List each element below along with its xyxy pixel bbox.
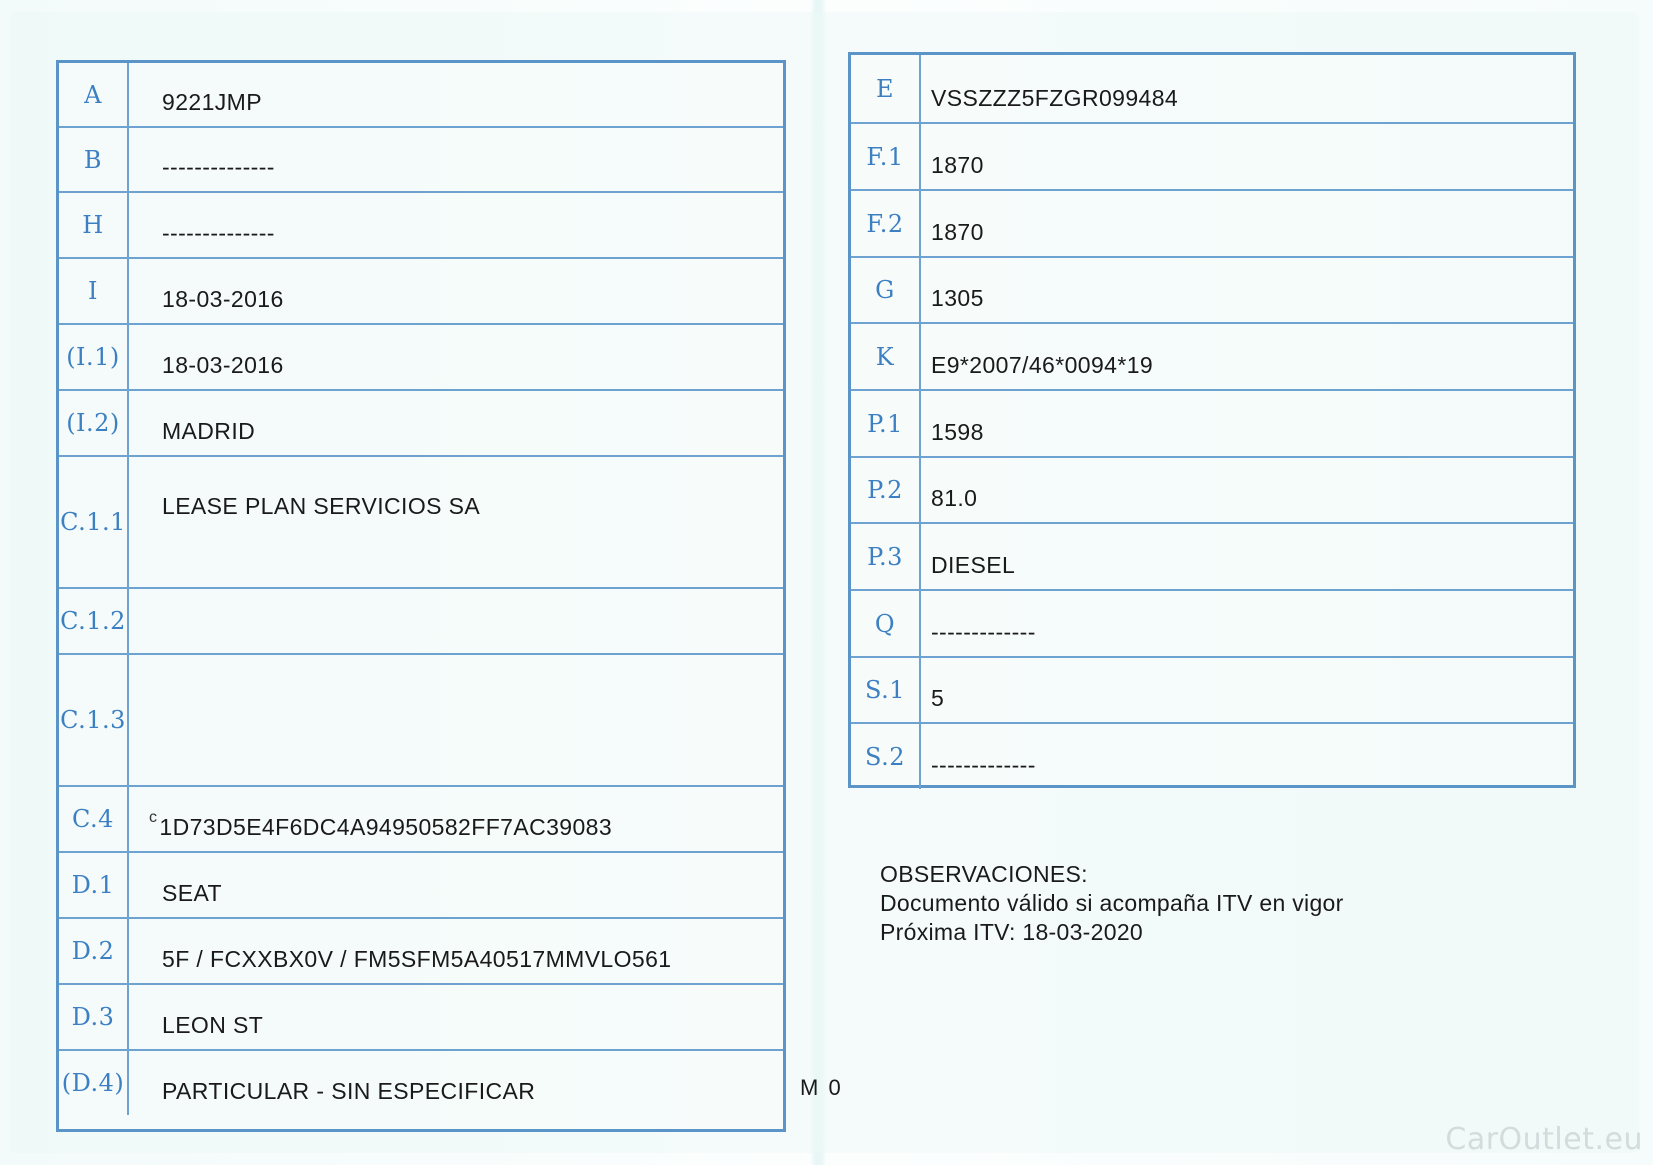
observations-heading: OBSERVACIONES:	[880, 861, 1088, 887]
field-value: 5	[931, 685, 945, 711]
field-code: P.3	[851, 524, 921, 589]
field-value	[129, 787, 783, 851]
observations-block	[880, 860, 1344, 947]
field-value: 18-03-2016	[162, 286, 284, 312]
field-code: F.1	[851, 124, 921, 189]
left-field-table	[56, 60, 786, 1132]
table-row	[59, 1051, 783, 1115]
field-code: D.3	[59, 985, 129, 1049]
field-code: G	[851, 258, 921, 322]
table-row	[851, 524, 1573, 591]
table-row	[59, 589, 783, 655]
table-row	[851, 124, 1573, 191]
table-row	[59, 919, 783, 985]
field-code: S.2	[851, 724, 921, 789]
series-mark: M 0	[800, 1075, 843, 1100]
watermark-logo: CarOutlet.eu	[1445, 1122, 1643, 1157]
field-code: C.1.3	[59, 655, 129, 785]
field-code: Q	[851, 591, 921, 656]
field-code: (D.4)	[59, 1051, 129, 1115]
table-row	[59, 325, 783, 391]
table-row	[59, 853, 783, 919]
table-row	[851, 258, 1573, 324]
table-row	[59, 193, 783, 259]
field-code: C.1.2	[59, 589, 129, 653]
table-row	[851, 724, 1573, 789]
table-row	[59, 457, 783, 589]
field-value: -------------	[931, 619, 1036, 645]
field-value: VSSZZZ5FZGR099484	[931, 85, 1179, 111]
table-row	[851, 391, 1573, 458]
field-value: SEAT	[162, 880, 222, 906]
field-code: H	[59, 193, 129, 257]
table-row	[851, 658, 1573, 724]
c4-prefix: c	[149, 809, 158, 826]
field-code: D.2	[59, 919, 129, 983]
field-value: LEASE PLAN SERVICIOS SA	[162, 493, 481, 519]
field-value: 9221JMP	[162, 89, 262, 115]
table-row	[851, 191, 1573, 258]
field-value: PARTICULAR - SIN ESPECIFICAR	[162, 1078, 536, 1104]
table-row	[59, 259, 783, 325]
table-row	[59, 985, 783, 1051]
field-value: 81.0	[931, 485, 978, 511]
field-code: C.1.1	[59, 457, 129, 587]
field-code: S.1	[851, 658, 921, 722]
field-code: I	[59, 259, 129, 323]
field-value: 18-03-2016	[162, 352, 284, 378]
field-value: LEON ST	[162, 1012, 264, 1038]
table-row	[851, 458, 1573, 524]
table-row	[59, 63, 783, 128]
table-row	[851, 324, 1573, 391]
field-value: -------------	[931, 752, 1036, 778]
field-value: --------------	[162, 154, 275, 180]
field-value: 1598	[931, 419, 984, 445]
table-row	[59, 655, 783, 787]
field-value: 1870	[931, 152, 984, 178]
field-value	[129, 589, 783, 653]
field-value	[129, 655, 783, 785]
field-code: A	[59, 63, 129, 126]
field-value: 1305	[931, 285, 984, 311]
field-value: 5F / FCXXBX0V / FM5SFM5A40517MMVLO561	[162, 946, 672, 972]
field-code: K	[851, 324, 921, 389]
field-code: D.1	[59, 853, 129, 917]
field-value: E9*2007/46*0094*19	[931, 352, 1154, 378]
field-code: B	[59, 128, 129, 191]
field-code: (I.1)	[59, 325, 129, 389]
table-row	[851, 591, 1573, 658]
c4-value: 1D73D5E4F6DC4A94950582FF7AC39083	[159, 814, 613, 840]
field-code: P.1	[851, 391, 921, 456]
field-value: DIESEL	[931, 552, 1016, 578]
field-value: --------------	[162, 220, 275, 246]
field-code: (I.2)	[59, 391, 129, 455]
right-field-table	[848, 52, 1576, 788]
field-value: MADRID	[162, 418, 256, 444]
observations-line: Próxima ITV: 18-03-2020	[880, 919, 1143, 945]
field-code: F.2	[851, 191, 921, 256]
field-code: P.2	[851, 458, 921, 522]
observations-line: Documento válido si acompaña ITV en vigor	[880, 890, 1344, 916]
field-code: E	[851, 55, 921, 122]
field-value: 1870	[931, 219, 984, 245]
table-row	[59, 391, 783, 457]
table-row	[851, 55, 1573, 124]
field-code: C.4	[59, 787, 129, 851]
table-row	[59, 128, 783, 193]
table-row	[59, 787, 783, 853]
